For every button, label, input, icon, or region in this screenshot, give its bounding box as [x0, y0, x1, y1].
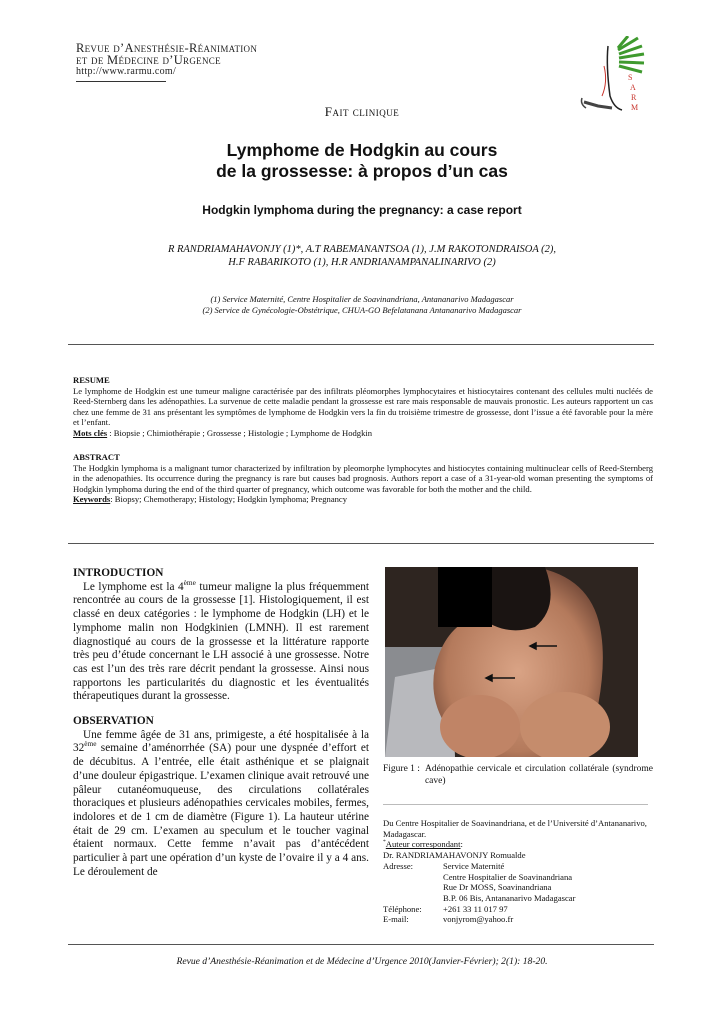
- corresponding-author-label: *Auteur correspondant:: [383, 839, 463, 850]
- header-rule: [76, 81, 166, 82]
- divider: [68, 344, 654, 345]
- authors-line1: R RANDRIAMAHAVONJY (1)*, A.T RABEMANANTSOA (1), J.M RAKOTONDRAISOA (2),: [167, 244, 557, 255]
- address-line-2: Centre Hospitalier de Soavinandriana: [443, 871, 573, 882]
- resume-heading: RESUME: [73, 375, 110, 385]
- resume-section: [73, 375, 653, 439]
- corresponding-author-name: Dr. RANDRIAMAHAVONJY Romualde: [383, 850, 526, 861]
- corr-label: Auteur correspondant: [385, 839, 461, 850]
- intro-sup: ème: [183, 577, 196, 587]
- observation-heading: OBSERVATION: [73, 715, 154, 728]
- figure-1-photo: [385, 567, 638, 757]
- resume-text: Le lymphome de Hodgkin est une tumeur maligne caractérisée par des infiltrats pléomorphes lymphocytaires et histiocytaires contenant des cellules multi nucléés de Reed-Sternberg dans les adénopathies. La survenue de cette maladie pendant la grossesse est rare mais responsable de mauvais pronostic. Les auteurs rapportent un cas chez une femme de 31 ans présentant les symptômes de lymphome de Hodgkin vers la fin du troisième trimestre de grossesse, dont l’issue a été favorable pour la mère et l’enfant.: [73, 385, 653, 428]
- authors: [0, 243, 724, 269]
- obs-text-a: Une femme âgée de 31 ans, primigeste, a été hospitalisée à la 32: [73, 728, 369, 755]
- origin-note: Du Centre Hospitalier de Soavinandriana, et de l’Université d’Antananarivo, Madagascar.: [383, 818, 647, 839]
- observation-paragraph: [73, 729, 369, 880]
- abstract-section: [73, 452, 653, 505]
- address-row: [383, 861, 653, 904]
- abstract-text: The Hodgkin lymphoma is a malignant tumor characterized by infiltration by pleomorphe lymphocytes and histiocytes containing multinuclear cells of Reed-Sternberg in the adenopathies. Its occurrence during the pregnancy is rare but causes bad prognosis. Authors report a case of a 31-year-old woman presenting the symptoms of Hodgkin lymphoma during the end of the third quarter of pregnancy, which outcome was favorable for both the mother and the child.: [73, 462, 653, 494]
- address-label: Adresse:: [383, 860, 414, 871]
- figure-1-caption: [383, 764, 653, 787]
- phone-value: +261 33 11 017 97: [443, 903, 508, 914]
- patient-photo-icon: [385, 567, 638, 757]
- abstract-keywords-list: : Biopsy; Chemotherapy; Histology; Hodgkin lymphoma; Pregnancy: [110, 494, 348, 505]
- title-line2: de la grossesse: à propos d’un cas: [216, 161, 508, 181]
- article-title: [0, 140, 724, 182]
- journal-url[interactable]: http://www.rarmu.com/: [76, 66, 177, 77]
- affiliation-2: (2) Service de Gynécologie-Obstétrique, CHUA-GO Befelatanana Antananarivo Madagascar: [202, 305, 522, 315]
- address-lines: [431, 861, 575, 904]
- email-label: E-mail:: [383, 914, 409, 925]
- article-subtitle: Hodgkin lymphoma during the pregnancy: a case report: [202, 203, 522, 217]
- article-type: Fait clinique: [324, 104, 400, 119]
- journal-header: [76, 42, 257, 82]
- footer-divider: [68, 944, 654, 945]
- journal-title-line2: et de Médecine d’Urgence: [76, 53, 221, 67]
- phone-label: Téléphone:: [383, 903, 422, 914]
- obs-sup: ème: [84, 739, 97, 749]
- body-left-column: [73, 567, 369, 879]
- svg-text:M: M: [631, 103, 639, 112]
- divider: [68, 543, 654, 544]
- title-line1: Lymphome de Hodgkin au cours: [226, 140, 498, 160]
- intro-text-b: tumeur maligne la plus fréquemment rencontrée au cours de la grossesse [1]. Histologiquement, il est classé en deux catégories : le lymphome de Hodgkin (LH) et le lymphome malin non Hodgkinien (LMNH). Il est rarement diagnostiqué au cours de la grossesse et la littérature rapporte très peu d’étude concernant le LH associé à une grossesse. Notre cas est l’un des très rare décrit pendant la grossesse. Ainsi nous rapportons les particularités du diagnostic et les éventualités thérapeutiques durant la grossesse.: [73, 580, 370, 703]
- abstract-keywords-label: Keywords: [73, 494, 111, 505]
- email-row: [383, 914, 653, 925]
- email-link[interactable]: vonjyrom@yahoo.fr: [443, 914, 514, 925]
- address-line-4: B.P. 06 Bis, Antananarivo Madagascar: [443, 892, 576, 903]
- footnote-divider: [383, 804, 648, 805]
- journal-citation: Revue d’Anesthésie-Réanimation et de Médecine d’Urgence 2010(Janvier-Février); 2(1): 18-20.: [176, 956, 548, 967]
- intro-text-a: Le lymphome est la 4: [83, 580, 184, 593]
- address-line-3: Rue Dr MOSS, Soavinandriana: [443, 882, 552, 893]
- abstract-keywords: [73, 494, 653, 505]
- affiliations: [0, 294, 724, 316]
- svg-text:S: S: [628, 73, 633, 82]
- obs-text-b: semaine d’aménorrhée (SA) pour une dyspnée d’effort et de décubitus. A l’entrée, elle était asthénique et se plaignait d’une douleur épigastrique. L’examen clinique avait retrouvé une pâleur cutanéomuqueuse, des circulations collatérales thoraciques et plusieurs adénopathies cervicales mobiles, fermes, indolores et de 1 cm de diamètre (Figure 1). La hauteur utérine était de 29 cm. L’examen au speculum et le toucher vaginal étaient normaux. Cette femme n’avait pas d’antécédent particulier à part une opération d’un kyste de l’ovaire il y a 4 ans. Le déroulement de: [73, 742, 369, 878]
- authors-line2: H.F RABARIKOTO (1), H.R ANDRIANAMPANALINARIVO (2): [228, 257, 496, 268]
- introduction-paragraph: [73, 577, 370, 704]
- resume-keywords-label: Mots clés: [73, 427, 108, 438]
- affiliation-1: (1) Service Maternité, Centre Hospitalier de Soavinandriana, Antananarivo Madagascar: [210, 294, 514, 304]
- address-line-1: Service Maternité: [443, 860, 505, 871]
- figure-caption-text: Adénopathie cervicale et circulation collatérale (syndrome cave): [424, 764, 653, 786]
- svg-text:A: A: [630, 83, 636, 92]
- figure-label: Figure 1 :: [383, 764, 420, 774]
- journal-title-line1: Revue d’Anesthésie-Réanimation: [76, 41, 258, 55]
- abstract-heading: ABSTRACT: [73, 452, 120, 462]
- introduction-heading: INTRODUCTION: [73, 567, 164, 579]
- resume-keywords-list: : Biopsie ; Chimiothérapie ; Grossesse ; Histologie ; Lymphome de Hodgkin: [107, 427, 373, 438]
- resume-keywords: [73, 428, 653, 439]
- phone-row: [383, 904, 653, 915]
- svg-text:R: R: [631, 93, 637, 102]
- correspondence-footnote: [383, 818, 653, 925]
